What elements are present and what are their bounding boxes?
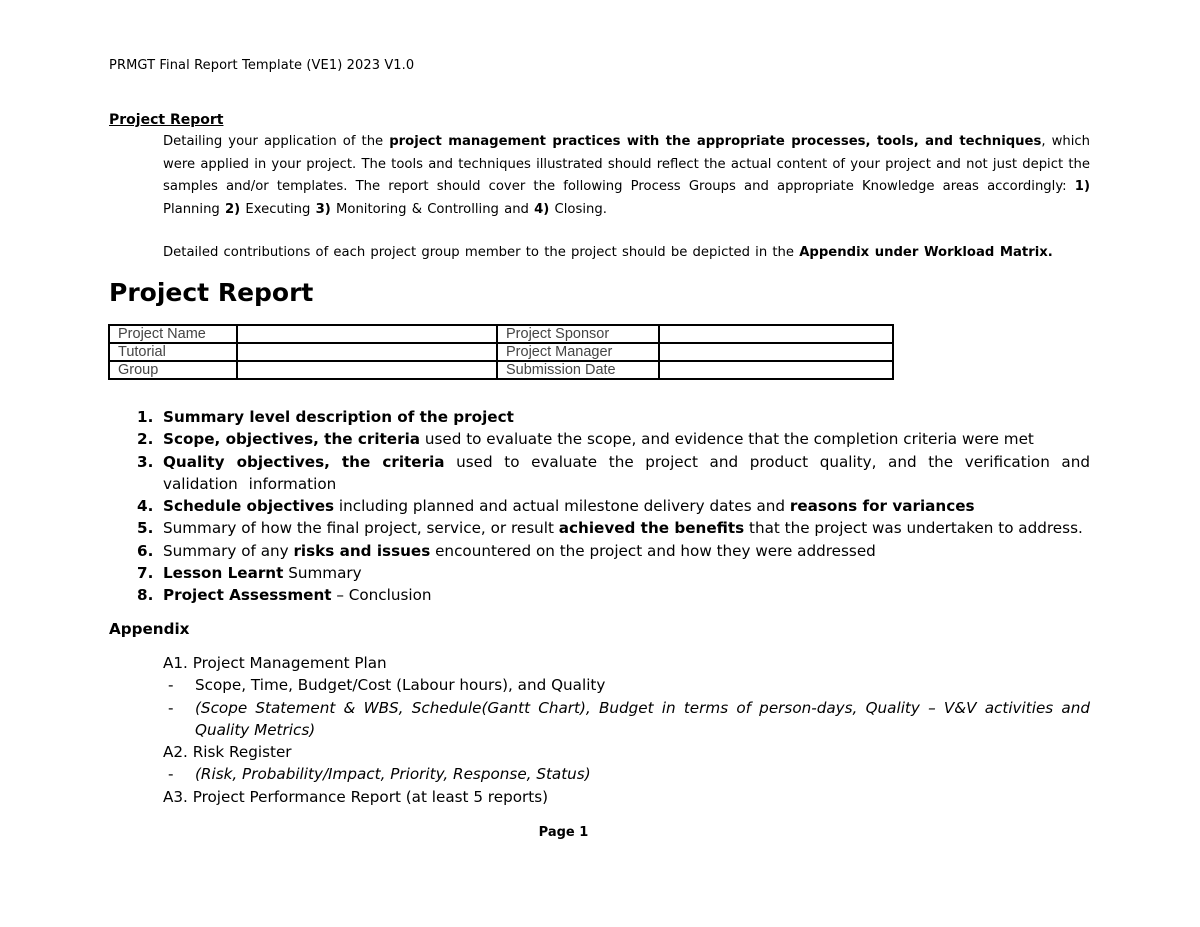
- text-run: used to evaluate the scope, and evidence that the completion criteria were met: [420, 430, 1034, 449]
- page-header: PRMGT Final Report Template (VE1) 2023 V1.0: [109, 58, 415, 73]
- table-cell-label: Group: [109, 361, 237, 379]
- intro-paragraph-1: [163, 131, 1090, 221]
- list-item-number: 4.: [137, 497, 154, 516]
- dash-bullet: -: [168, 698, 174, 717]
- bold-text-run: achieved the benefits: [558, 519, 745, 538]
- appendix-subitem: [163, 763, 1090, 785]
- table-cell-label: Project Name: [109, 325, 237, 343]
- appendix-subitem-text: (Risk, Probability/Impact, Priority, Response, Status): [195, 765, 591, 784]
- list-item: [109, 562, 1090, 584]
- list-item: [109, 584, 1090, 606]
- list-item: [109, 451, 1090, 496]
- project-info-table: [108, 324, 894, 380]
- list-item: [109, 428, 1090, 450]
- appendix-title: Appendix: [109, 620, 190, 638]
- bold-text-run: Summary level description of the project: [163, 408, 514, 426]
- text-run: , which were applied in your project. The tools and techniques illustrated should reflect the actual content of your project and not just depict the samples and/or templates. The report should cover the following Process Groups and appropriate Knowledge areas accordingly:: [163, 134, 1090, 194]
- list-item-number: 6.: [137, 541, 154, 560]
- table-cell-value[interactable]: [659, 325, 893, 343]
- bold-text-run: Appendix under Workload Matrix.: [799, 245, 1053, 260]
- appendix-subitem: [163, 674, 1090, 696]
- bold-text-run: Project Assessment: [163, 586, 332, 605]
- bold-text-run: 1): [1074, 179, 1090, 194]
- table-cell-label: Tutorial: [109, 343, 237, 361]
- table-cell-label: Submission Date: [497, 361, 659, 379]
- text-run: – Conclusion: [331, 586, 432, 605]
- list-item: [109, 495, 1090, 517]
- list-item-text: [163, 519, 1083, 537]
- bold-text-run: Lesson Learnt: [163, 564, 284, 583]
- table-cell-value[interactable]: [659, 343, 893, 361]
- text-run: encountered on the project and how they were addressed: [430, 541, 876, 560]
- appendix-section: [163, 652, 1090, 808]
- bold-text-run: 4): [534, 201, 550, 217]
- table-cell-label: Project Sponsor: [497, 325, 659, 343]
- text-run: Summary of any: [163, 541, 294, 560]
- bold-text-run: reasons for variances: [789, 497, 975, 516]
- bold-text-run: project management practices with the appropriate processes, tools, and techniques: [389, 134, 1042, 149]
- intro-paragraph-2: [163, 242, 1090, 265]
- text-run: Planning: [163, 201, 225, 217]
- list-item-text: [163, 430, 1034, 448]
- intro-title: Project Report: [109, 112, 224, 128]
- dash-bullet: -: [168, 765, 174, 784]
- intro-section: [163, 131, 1090, 265]
- list-item: [109, 406, 1090, 428]
- bold-text-run: 2): [225, 201, 241, 217]
- bold-text-run: Schedule objectives: [163, 497, 335, 516]
- text-run: that the project was undertaken to address.: [744, 519, 1083, 538]
- dash-bullet: -: [168, 676, 174, 695]
- appendix-item-a1: A1. Project Management Plan: [163, 654, 387, 672]
- report-title: Project Report: [109, 278, 314, 307]
- list-item-text: [163, 542, 876, 560]
- table-row: [109, 325, 893, 343]
- page-number: Page 1: [538, 825, 589, 840]
- list-item-number: 1.: [137, 408, 154, 426]
- text-run: including planned and actual milestone delivery dates and: [334, 497, 790, 516]
- text-run: Summary: [283, 564, 362, 583]
- text-run: Summary of how the final project, service, or result: [163, 519, 559, 538]
- list-item-number: 2.: [137, 430, 154, 449]
- list-item-text: [163, 586, 432, 604]
- text-run: Monitoring & Controlling and: [330, 201, 535, 217]
- table-row: [109, 361, 893, 379]
- list-item: [109, 517, 1090, 539]
- table-cell-value[interactable]: [237, 361, 497, 379]
- table-cell-value[interactable]: [659, 361, 893, 379]
- bold-text-run: 3): [315, 201, 331, 217]
- appendix-subitem-text: Scope, Time, Budget/Cost (Labour hours), and Quality: [195, 676, 606, 695]
- list-item-number: 5.: [137, 519, 154, 538]
- list-item-number: 8.: [137, 586, 154, 605]
- text-run: Detailing your application of the: [163, 134, 390, 149]
- appendix-subitem: [163, 697, 1090, 742]
- bold-text-run: Scope, objectives, the criteria: [163, 430, 421, 449]
- table-row: [109, 343, 893, 361]
- list-item: [109, 540, 1090, 562]
- appendix-item-a2: A2. Risk Register: [163, 743, 292, 762]
- text-run: used to evaluate the project and product quality, and the verification and validation information: [163, 452, 1090, 493]
- table-cell-label: Project Manager: [497, 343, 659, 361]
- appendix-item-a3: A3. Project Performance Report (at least 5 reports): [163, 787, 549, 806]
- bold-text-run: Quality objectives, the criteria: [163, 452, 445, 471]
- list-item-text: [163, 408, 514, 426]
- appendix-subitem-text: (Scope Statement & WBS, Schedule(Gantt Chart), Budget in terms of person-days, Quality – V&V activities and Quality Metrics): [195, 698, 1090, 739]
- list-item-number: 7.: [137, 564, 154, 583]
- table-cell-value[interactable]: [237, 325, 497, 343]
- list-item-number: 3.: [137, 452, 154, 471]
- text-run: Detailed contributions of each project group member to the project should be depicted in the: [163, 245, 800, 260]
- table-cell-value[interactable]: [237, 343, 497, 361]
- list-item-text: [163, 453, 1090, 493]
- report-contents-list: [109, 406, 1090, 607]
- list-item-text: [163, 564, 362, 582]
- text-run: Executing: [240, 201, 316, 217]
- list-item-text: [163, 497, 975, 515]
- bold-text-run: risks and issues: [293, 541, 431, 560]
- text-run: Closing.: [549, 201, 607, 217]
